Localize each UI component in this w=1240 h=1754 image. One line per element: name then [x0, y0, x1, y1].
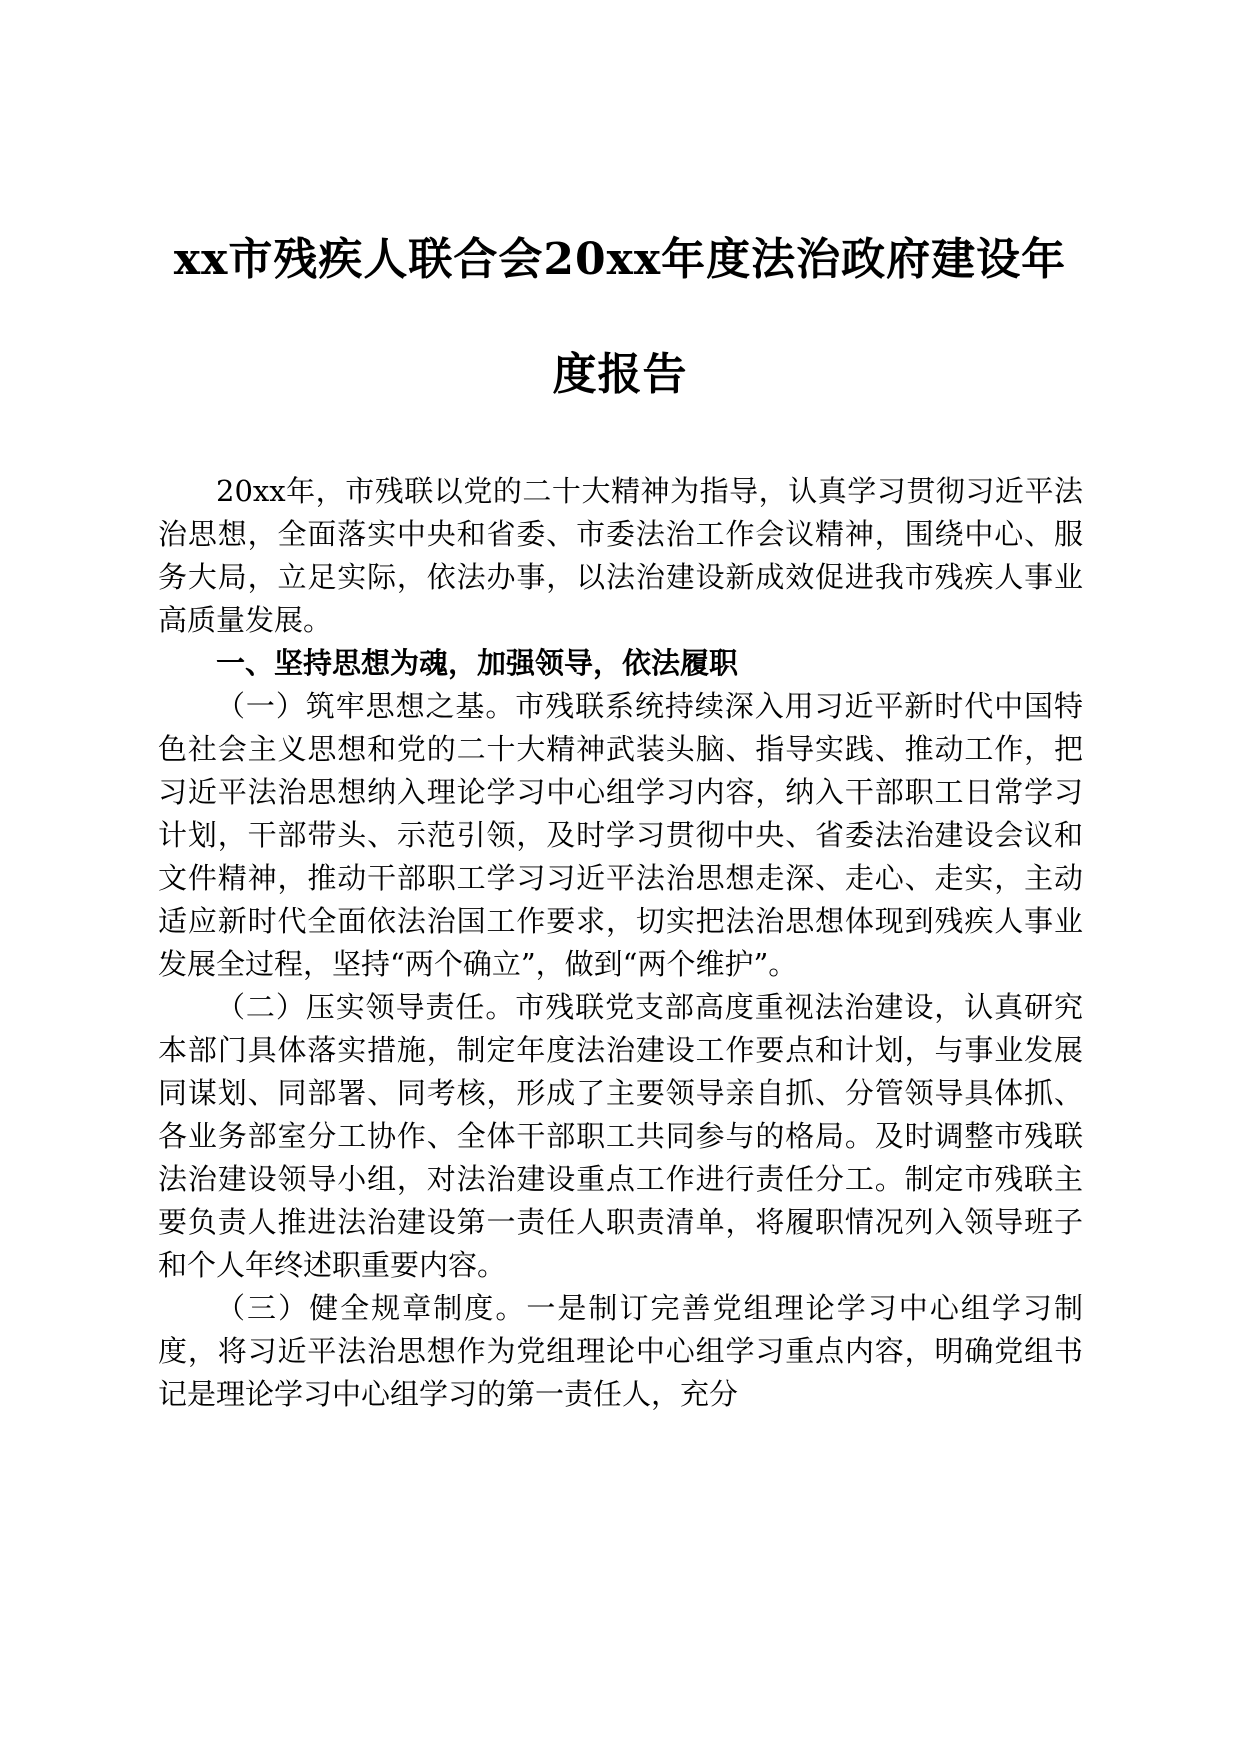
subsection-1-paragraph: [158, 685, 1083, 986]
document-title-line-1: xx市残疾人联合会20xx年度法治政府建设年: [173, 234, 1067, 285]
subsection-2-paragraph: [158, 986, 1083, 1287]
document-body: [158, 470, 1083, 1416]
intro-paragraph: 20xx年，市残联以党的二十大精神为指导，认真学习贯彻习近平法治思想，全面落实中央和省委、市委法治工作会议精神，围绕中心、服务大局，立足实际，依法办事，以法治建设新成效促进我市残疾人事业高质量发展。: [158, 474, 1083, 637]
subsection-3-paragraph: [158, 1287, 1083, 1416]
subsection-1-lead: （一）筑牢思想之基。: [216, 689, 516, 723]
section-1-heading: 一、坚持思想为魂，加强领导，依法履职: [216, 646, 739, 680]
document-title-line-2: 度报告: [552, 349, 688, 400]
subsection-2-text: 市残联党支部高度重视法治建设，认真研究本部门具体落实措施，制定年度法治建设工作要点和计划，与事业发展同谋划、同部署、同考核，形成了主要领导亲自抓、分管领导具体抓、各业务部室分工协作、全体干部职工共同参与的格局。及时调整市残联法治建设领导小组，对法治建设重点工作进行责任分工。制定市残联主要负责人推进法治建设第一责任人职责清单，将履职情况列入领导班子和个人年终述职重要内容。: [158, 990, 1083, 1282]
subsection-3-text: 一是制订完善党组理论学习中心组学习制度，将习近平法治思想作为党组理论中心组学习重点内容，明确党组书记是理论学习中心组学习的第一责任人，充分: [158, 1291, 1083, 1411]
subsection-2-lead: （二）压实领导责任。: [216, 990, 516, 1024]
subsection-1-text: 市残联系统持续深入用习近平新时代中国特色社会主义思想和党的二十大精神武装头脑、指导实践、推动工作，把习近平法治思想纳入理论学习中心组学习内容，纳入干部职工日常学习计划，干部带头、示范引领，及时学习贯彻中央、省委法治建设会议和文件精神，推动干部职工学习习近平法治思想走深、走心、走实，主动适应新时代全面依法治国工作要求，切实把法治思想体现到残疾人事业发展全过程，坚持“两个确立”，做到“两个维护”。: [158, 689, 1083, 981]
subsection-3-lead: （三）健全规章制度。: [216, 1291, 527, 1325]
